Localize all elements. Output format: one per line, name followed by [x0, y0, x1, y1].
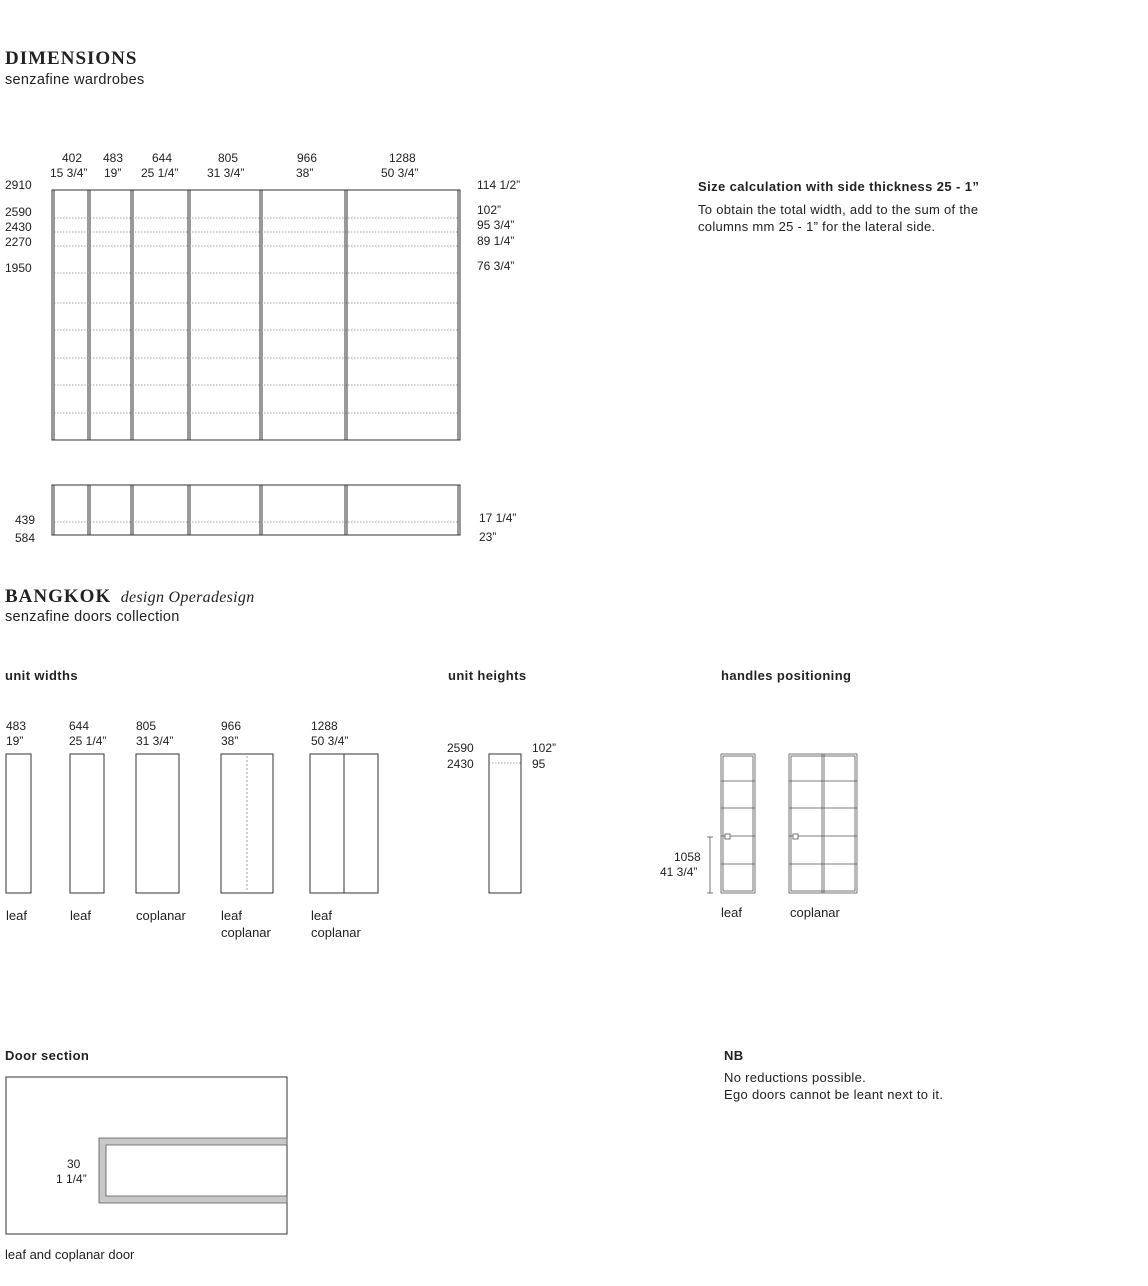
handles-title: handles positioning	[721, 668, 852, 683]
unit-height-drawing	[489, 754, 521, 893]
unit-width-mm-644: 644	[69, 719, 90, 733]
unit-type-644: leaf	[70, 908, 91, 923]
unit-width-in-644: 25 1/4”	[69, 734, 107, 748]
width-mm-1288: 1288	[389, 151, 416, 165]
unit-width-in-1288: 50 3/4”	[311, 734, 349, 748]
width-mm-805: 805	[218, 151, 239, 165]
unit-width-mm-483: 483	[6, 719, 27, 733]
collection-name: BANGKOK	[5, 586, 112, 607]
collection-subtitle: senzafine doors collection	[5, 609, 180, 625]
width-mm-402: 402	[61, 151, 83, 165]
unit-width-mm-1288: 1288	[311, 719, 338, 733]
height-in-102: 102”	[477, 203, 502, 217]
unit-width-in-805: 31 3/4”	[136, 734, 174, 748]
handle-drawings	[721, 754, 857, 893]
width-in-1288: 50 3/4”	[381, 166, 419, 180]
unit-height-mm-2590: 2590	[447, 741, 474, 755]
unit-height-in-95: 95	[532, 757, 546, 771]
unit-height-in-102: 102”	[532, 741, 557, 755]
wardrobe-elevation-frame	[52, 190, 460, 440]
unit-width-drawings	[6, 754, 378, 893]
unit-type-1288-a: leaf	[311, 908, 332, 923]
width-in-805: 31 3/4”	[207, 166, 245, 180]
collection-design: design Operadesign	[120, 589, 255, 606]
door-thickness-in: 1 1/4”	[56, 1172, 87, 1186]
width-mm-483: 483	[103, 151, 124, 165]
handle-label-leaf: leaf	[721, 905, 742, 920]
unit-height-mm-2430: 2430	[447, 757, 474, 771]
width-in-483: 19”	[104, 166, 122, 180]
height-in-114: 114 1/2”	[477, 178, 521, 192]
unit-width-mm-966: 966	[221, 719, 242, 733]
size-calc-line2: columns mm 25 - 1” for the lateral side.	[698, 219, 936, 234]
page-subtitle: senzafine wardrobes	[5, 72, 145, 88]
unit-widths-title: unit widths	[5, 668, 78, 683]
width-in-402: 15 3/4”	[50, 166, 88, 180]
unit-heights-title: unit heights	[448, 668, 527, 683]
height-in-95: 95 3/4”	[477, 218, 515, 232]
door-thickness-mm: 30	[67, 1157, 81, 1171]
unit-type-966-a: leaf	[221, 908, 242, 923]
depth-mm-439: 439	[15, 513, 36, 527]
door-section-drawing	[6, 1077, 287, 1234]
wardrobe-plan-frame	[52, 485, 460, 535]
handle-label-coplanar: coplanar	[790, 905, 840, 920]
nb-line2: Ego doors cannot be leant next to it.	[724, 1087, 944, 1102]
door-section-caption: leaf and coplanar door	[5, 1247, 135, 1262]
collection-heading	[5, 586, 255, 608]
height-mm-2910: 2910	[5, 178, 32, 192]
unit-type-483: leaf	[6, 908, 27, 923]
handle-height-mm: 1058	[674, 850, 701, 864]
depth-in-17: 17 1/4”	[479, 511, 517, 525]
height-mm-2430: 2430	[5, 220, 32, 234]
size-calc-line1: To obtain the total width, add to the sum of the	[698, 202, 979, 217]
unit-width-in-966: 38”	[221, 734, 239, 748]
height-mm-2270: 2270	[5, 235, 32, 249]
size-calc-title: Size calculation with side thickness 25 - 1”	[698, 179, 980, 194]
depth-in-23: 23”	[479, 530, 497, 544]
handle-height-in: 41 3/4”	[660, 865, 698, 879]
depth-mm-584: 584	[15, 531, 36, 545]
height-dotted-lines	[54, 218, 458, 413]
height-in-89: 89 1/4”	[477, 234, 515, 248]
nb-title: NB	[724, 1048, 744, 1063]
nb-line1: No reductions possible.	[724, 1070, 867, 1085]
handle-height-bracket	[707, 837, 713, 893]
width-in-966: 38”	[296, 166, 314, 180]
unit-type-1288-b: coplanar	[311, 925, 361, 940]
unit-type-805: coplanar	[136, 908, 186, 923]
width-in-644: 25 1/4”	[141, 166, 179, 180]
height-in-76: 76 3/4”	[477, 259, 515, 273]
height-mm-1950: 1950	[5, 261, 32, 275]
unit-type-966-b: coplanar	[221, 925, 271, 940]
door-section-title: Door section	[5, 1048, 90, 1063]
width-mm-966: 966	[297, 151, 318, 165]
width-mm-644: 644	[152, 151, 173, 165]
page-title: DIMENSIONS	[5, 48, 138, 69]
unit-width-mm-805: 805	[136, 719, 157, 733]
height-mm-2590: 2590	[5, 205, 32, 219]
unit-width-in-483: 19”	[6, 734, 24, 748]
